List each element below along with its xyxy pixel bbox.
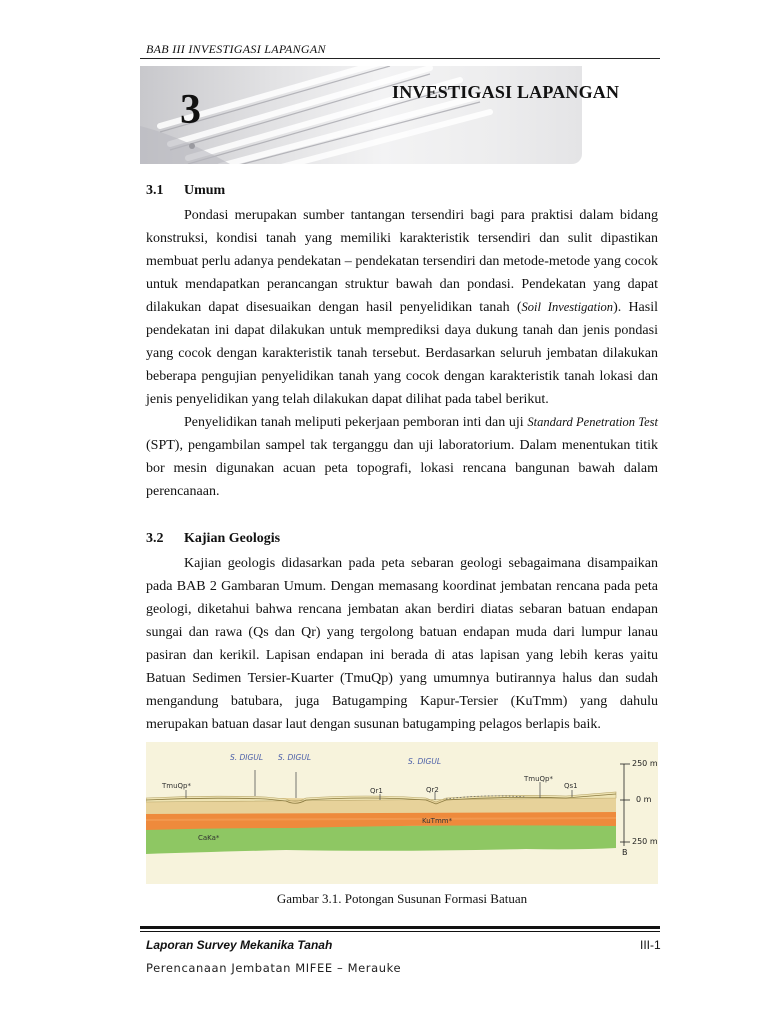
unit-label-qr2: Qr2 xyxy=(426,786,439,794)
geology-cross-section-figure xyxy=(146,742,658,884)
footer-project-title: Perencanaan Jembatan MIFEE – Merauke xyxy=(146,961,402,975)
unit-label-tmuqp: TmuQp* xyxy=(162,782,191,790)
figure-caption: Gambar 3.1. Potongan Susunan Formasi Batuan xyxy=(276,891,528,906)
unit-label-tmuqp-right: TmuQp* xyxy=(524,775,553,783)
italic-term: Standard Penetration Test xyxy=(527,415,658,429)
section-heading-3-2 xyxy=(146,531,280,547)
chapter-number: 3 xyxy=(180,87,201,133)
unit-label-caka: CaKa* xyxy=(198,834,220,842)
section-3-2-body xyxy=(146,552,658,736)
corner-label: B xyxy=(622,848,628,857)
section-title: Umum xyxy=(184,183,226,198)
running-header: BAB III INVESTIGASI LAPANGAN xyxy=(146,42,326,56)
unit-label-kutmm: KuTmm* xyxy=(422,817,453,825)
section-number: 3.2 xyxy=(146,531,164,546)
unit-label-qr: Qr1 xyxy=(370,787,383,795)
scale-label-bottom: 250 m xyxy=(632,837,658,846)
chapter-banner xyxy=(140,66,582,164)
river-label: S. DIGUL xyxy=(230,753,263,762)
unit-label-qs: Qs1 xyxy=(564,782,578,790)
footer-rule-thick xyxy=(140,926,660,929)
page-number: III-1 xyxy=(640,938,661,952)
chapter-title: INVESTIGASI LAPANGAN xyxy=(392,82,620,102)
paragraph: Pondasi merupakan sumber tantangan tersendiri bagi para praktisi dalam bidang konstruksi, kondisi tanah yang memiliki karakteristik tersendiri dan sulit dipastikan membuat perlu adanya pendekatan – pendekatan tersendiri dan metode-metode yang cocok untuk mendapatkan perancangan struktur bawah dan pondasi. Pendekatan yang dapat dilakukan dapat disesuaikan dengan hasil penyelidikan tanah (Soil Investigation). Hasil pendekatan ini dapat dilakukan untuk memprediksi daya dukung tanah dan jenis pondasi yang cocok dengan karakteristik tanah tersebut. Berdasarkan seluruh jembatan dilakukan beberapa pengujian penyelidikan tanah yang cocok dengan karakteristik tanah lokasi dan jenis penyelidikan yang telah dilakukan dapat dilihat pada tabel berikut. xyxy=(146,208,658,407)
paragraph: Kajian geologis didasarkan pada peta sebaran geologi sebagaimana disampaikan pada BAB 2 Gambaran Umum. Dengan memasang koordinat jembatan rencana pada peta geologi, diketahui bahwa rencana jembatan akan berdiri diatas sebaran batuan endapan sungai dan rawa (Qs dan Qr) yang tergolong batuan endapan muda dari lumpur lanau pasiran dan kerikil. Lapisan endapan ini berada di atas lapisan yang lebih keras yaitu Batuan Sedimen Tersier-Kuarter (TmuQp) yang umumnya butirannya halus dan sudah mengandung batubara, juga Batugamping Kapur-Tersier (KuTmm) yang dahulu merupakan batuan dasar laut dengan susunan batugamping pelagos berlapis baik. xyxy=(146,556,658,732)
cross-section-drawing xyxy=(146,742,658,884)
scale-label-top: 250 m xyxy=(632,759,658,768)
river-label: S. DIGUL xyxy=(408,757,441,766)
section-heading-3-1 xyxy=(146,183,225,199)
italic-term: Soil Investigation xyxy=(521,300,614,314)
header-rule xyxy=(140,58,660,59)
section-title: Kajian Geologis xyxy=(184,531,281,546)
section-number: 3.1 xyxy=(146,183,164,198)
footer-report-title: Laporan Survey Mekanika Tanah xyxy=(146,938,333,952)
banner-pens-image xyxy=(140,66,582,164)
scale-label-zero: 0 m xyxy=(636,795,652,804)
paragraph: Penyelidikan tanah meliputi pekerjaan pemboran inti dan uji Standard Penetration Test (SPT), pengambilan sampel tak terganggu dan uji laboratorium. Dalam menentukan titik bor mesin digunakan acuan peta topografi, lokasi rencana bangunan bawah dalam perencanaan. xyxy=(146,415,658,499)
footer-rule-thin xyxy=(140,931,660,932)
river-label: S. DIGUL xyxy=(278,753,311,762)
section-3-1-body xyxy=(146,204,658,503)
